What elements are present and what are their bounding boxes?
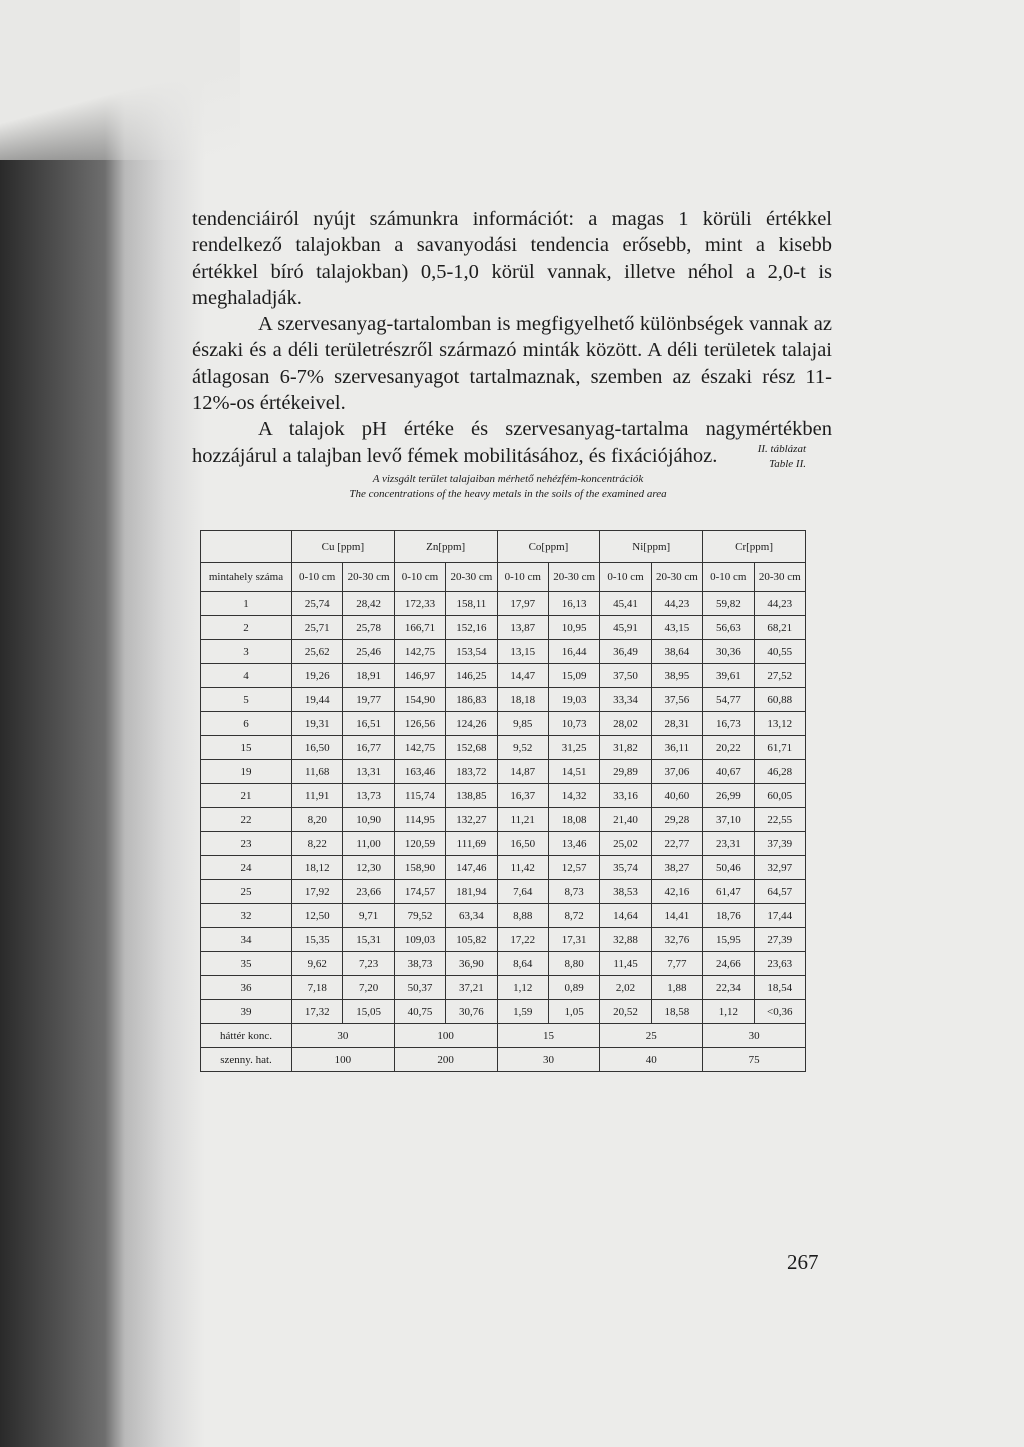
sample-id-cell: 35: [201, 952, 292, 976]
corner-cell: [201, 531, 292, 563]
value-cell: 38,27: [651, 856, 702, 880]
depth-header: 0-10 cm: [600, 563, 651, 592]
value-cell: 120,59: [394, 832, 445, 856]
sample-id-cell: 25: [201, 880, 292, 904]
limit-row: [201, 1048, 806, 1072]
value-cell: 22,34: [703, 976, 754, 1000]
value-cell: 146,97: [394, 664, 445, 688]
value-cell: 54,77: [703, 688, 754, 712]
table-row: [201, 616, 806, 640]
value-cell: 138,85: [446, 784, 497, 808]
value-cell: 24,66: [703, 952, 754, 976]
sample-id-cell: 22: [201, 808, 292, 832]
table-row: [201, 688, 806, 712]
value-cell: 126,56: [394, 712, 445, 736]
value-cell: 33,34: [600, 688, 651, 712]
value-cell: 27,39: [754, 928, 805, 952]
value-cell: 14,64: [600, 904, 651, 928]
value-cell: 13,12: [754, 712, 805, 736]
background-row: [201, 1024, 806, 1048]
sample-id-cell: 2: [201, 616, 292, 640]
value-cell: 17,32: [292, 1000, 343, 1024]
value-cell: 172,33: [394, 592, 445, 616]
value-cell: 18,58: [651, 1000, 702, 1024]
table-row: [201, 832, 806, 856]
value-cell: 11,42: [497, 856, 548, 880]
value-cell: 17,97: [497, 592, 548, 616]
depth-header: 0-10 cm: [703, 563, 754, 592]
value-cell: 11,00: [343, 832, 394, 856]
value-cell: 16,73: [703, 712, 754, 736]
value-cell: 7,18: [292, 976, 343, 1000]
value-cell: 12,57: [548, 856, 599, 880]
value-cell: 39,61: [703, 664, 754, 688]
value-cell: 16,44: [548, 640, 599, 664]
paragraph-3: A talajok pH értéke és szervesanyag-tartalma nagymértékben hozzájárul a talajban levő fémek mobilitásához, és fixációjához.: [192, 418, 832, 467]
value-cell: 50,37: [394, 976, 445, 1000]
table-row: [201, 976, 806, 1000]
value-cell: 60,05: [754, 784, 805, 808]
value-cell: 44,23: [754, 592, 805, 616]
value-cell: 9,85: [497, 712, 548, 736]
value-cell: 23,63: [754, 952, 805, 976]
value-cell: 25: [600, 1024, 703, 1048]
row-label: háttér konc.: [201, 1024, 292, 1048]
value-cell: 18,76: [703, 904, 754, 928]
value-cell: 37,50: [600, 664, 651, 688]
value-cell: 31,82: [600, 736, 651, 760]
value-cell: 14,87: [497, 760, 548, 784]
value-cell: 19,03: [548, 688, 599, 712]
value-cell: 2,02: [600, 976, 651, 1000]
value-cell: 14,41: [651, 904, 702, 928]
page-number: 267: [787, 1250, 819, 1274]
value-cell: 68,21: [754, 616, 805, 640]
table-row: [201, 928, 806, 952]
value-cell: 13,15: [497, 640, 548, 664]
value-cell: 30,76: [446, 1000, 497, 1024]
value-cell: 8,64: [497, 952, 548, 976]
value-cell: 146,25: [446, 664, 497, 688]
value-cell: 16,13: [548, 592, 599, 616]
value-cell: 15,09: [548, 664, 599, 688]
value-cell: 40: [600, 1048, 703, 1072]
paragraph-2: A szervesanyag-tartalomban is megfigyelhető különbségek vannak az északi és a déli területrészről származó minták között. A déli területek talajai átlagosan 6-7% szervesanyagot tartalmaznak, szemben az északi rész 11-12%-os értékeivel.: [192, 313, 832, 415]
value-cell: 64,57: [754, 880, 805, 904]
value-cell: 8,20: [292, 808, 343, 832]
sample-id-cell: 34: [201, 928, 292, 952]
value-cell: 8,22: [292, 832, 343, 856]
value-cell: 17,22: [497, 928, 548, 952]
value-cell: 158,11: [446, 592, 497, 616]
value-cell: 11,45: [600, 952, 651, 976]
value-cell: 166,71: [394, 616, 445, 640]
value-cell: 40,55: [754, 640, 805, 664]
sample-id-cell: 19: [201, 760, 292, 784]
value-cell: 36,90: [446, 952, 497, 976]
value-cell: 200: [394, 1048, 497, 1072]
value-cell: 36,49: [600, 640, 651, 664]
value-cell: 19,26: [292, 664, 343, 688]
value-cell: 19,31: [292, 712, 343, 736]
value-cell: 61,47: [703, 880, 754, 904]
table-row: [201, 856, 806, 880]
value-cell: 18,91: [343, 664, 394, 688]
header-ni: Ni[ppm]: [600, 531, 703, 563]
value-cell: 142,75: [394, 640, 445, 664]
value-cell: 38,95: [651, 664, 702, 688]
value-cell: 16,51: [343, 712, 394, 736]
value-cell: 20,52: [600, 1000, 651, 1024]
value-cell: 28,31: [651, 712, 702, 736]
value-cell: 37,21: [446, 976, 497, 1000]
value-cell: 40,60: [651, 784, 702, 808]
value-cell: 186,83: [446, 688, 497, 712]
value-cell: 42,16: [651, 880, 702, 904]
value-cell: 142,75: [394, 736, 445, 760]
value-cell: <0,36: [754, 1000, 805, 1024]
depth-header: 20-30 cm: [754, 563, 805, 592]
value-cell: 18,18: [497, 688, 548, 712]
value-cell: 23,31: [703, 832, 754, 856]
value-cell: 18,08: [548, 808, 599, 832]
value-cell: 28,42: [343, 592, 394, 616]
value-cell: 11,68: [292, 760, 343, 784]
sample-id-cell: 15: [201, 736, 292, 760]
value-cell: 183,72: [446, 760, 497, 784]
value-cell: 8,88: [497, 904, 548, 928]
value-cell: 37,56: [651, 688, 702, 712]
value-cell: 100: [394, 1024, 497, 1048]
value-cell: 43,15: [651, 616, 702, 640]
depth-header-row: [201, 563, 806, 592]
sample-id-cell: 5: [201, 688, 292, 712]
paragraph-1: tendenciáiról nyújt számunkra információt: a magas 1 körüli értékkel rendelkező talajokban a savanyodási tendencia erősebb, mint a kisebb értékkel bíró talajokban) 0,5-1,0 körül vannak, illetve néhol a 2,0-t is meghaladják.: [192, 208, 832, 309]
value-cell: 75: [703, 1048, 806, 1072]
value-cell: 14,47: [497, 664, 548, 688]
row-header-label: mintahely száma: [201, 563, 292, 592]
value-cell: 31,25: [548, 736, 599, 760]
value-cell: 30,36: [703, 640, 754, 664]
value-cell: 79,52: [394, 904, 445, 928]
value-cell: 16,37: [497, 784, 548, 808]
value-cell: 60,88: [754, 688, 805, 712]
depth-header: 0-10 cm: [394, 563, 445, 592]
value-cell: 14,32: [548, 784, 599, 808]
value-cell: 10,95: [548, 616, 599, 640]
value-cell: 33,16: [600, 784, 651, 808]
table-row: [201, 904, 806, 928]
value-cell: 29,28: [651, 808, 702, 832]
value-cell: 32,88: [600, 928, 651, 952]
sample-id-cell: 32: [201, 904, 292, 928]
table-row: [201, 592, 806, 616]
value-cell: 25,46: [343, 640, 394, 664]
value-cell: 18,54: [754, 976, 805, 1000]
caption-hu: A vizsgált terület talajaiban mérhető nehézfém-koncentrációk: [372, 473, 644, 485]
value-cell: 1,88: [651, 976, 702, 1000]
value-cell: 19,44: [292, 688, 343, 712]
table-row: [201, 880, 806, 904]
value-cell: 11,21: [497, 808, 548, 832]
row-label: szenny. hat.: [201, 1048, 292, 1072]
table-row: [201, 640, 806, 664]
value-cell: 7,77: [651, 952, 702, 976]
value-cell: 153,54: [446, 640, 497, 664]
value-cell: 1,05: [548, 1000, 599, 1024]
value-cell: 9,52: [497, 736, 548, 760]
value-cell: 13,46: [548, 832, 599, 856]
value-cell: 147,46: [446, 856, 497, 880]
value-cell: 11,91: [292, 784, 343, 808]
value-cell: 22,55: [754, 808, 805, 832]
value-cell: 17,44: [754, 904, 805, 928]
value-cell: 22,77: [651, 832, 702, 856]
value-cell: 7,64: [497, 880, 548, 904]
value-cell: 30: [292, 1024, 395, 1048]
value-cell: 111,69: [446, 832, 497, 856]
value-cell: 9,62: [292, 952, 343, 976]
table-row: [201, 808, 806, 832]
table-row: [201, 712, 806, 736]
value-cell: 109,03: [394, 928, 445, 952]
value-cell: 100: [292, 1048, 395, 1072]
value-cell: 37,10: [703, 808, 754, 832]
value-cell: 32,76: [651, 928, 702, 952]
table-row: [201, 952, 806, 976]
value-cell: 45,91: [600, 616, 651, 640]
value-cell: 63,34: [446, 904, 497, 928]
value-cell: 40,67: [703, 760, 754, 784]
value-cell: 40,75: [394, 1000, 445, 1024]
body-text: [192, 206, 832, 469]
depth-header: 20-30 cm: [651, 563, 702, 592]
value-cell: 29,89: [600, 760, 651, 784]
value-cell: 26,99: [703, 784, 754, 808]
sample-id-cell: 23: [201, 832, 292, 856]
value-cell: 9,71: [343, 904, 394, 928]
value-cell: 13,73: [343, 784, 394, 808]
value-cell: 105,82: [446, 928, 497, 952]
value-cell: 7,23: [343, 952, 394, 976]
value-cell: 23,66: [343, 880, 394, 904]
table-row: [201, 1000, 806, 1024]
value-cell: 10,73: [548, 712, 599, 736]
value-cell: 15,05: [343, 1000, 394, 1024]
value-cell: 25,62: [292, 640, 343, 664]
value-cell: 163,46: [394, 760, 445, 784]
value-cell: 152,68: [446, 736, 497, 760]
value-cell: 13,31: [343, 760, 394, 784]
table-row: [201, 736, 806, 760]
heavy-metal-table: [200, 530, 806, 1072]
table-caption: [200, 472, 816, 502]
sample-id-cell: 3: [201, 640, 292, 664]
value-cell: 16,50: [292, 736, 343, 760]
value-cell: 15: [497, 1024, 600, 1048]
depth-header: 0-10 cm: [497, 563, 548, 592]
value-cell: 44,23: [651, 592, 702, 616]
value-cell: 16,50: [497, 832, 548, 856]
value-cell: 8,73: [548, 880, 599, 904]
value-cell: 8,72: [548, 904, 599, 928]
value-cell: 32,97: [754, 856, 805, 880]
table-label-en: Table II.: [769, 458, 806, 470]
value-cell: 37,39: [754, 832, 805, 856]
value-cell: 1,12: [703, 1000, 754, 1024]
value-cell: 56,63: [703, 616, 754, 640]
value-cell: 16,77: [343, 736, 394, 760]
sample-id-cell: 36: [201, 976, 292, 1000]
value-cell: 114,95: [394, 808, 445, 832]
value-cell: 27,52: [754, 664, 805, 688]
header-cu: Cu [ppm]: [292, 531, 395, 563]
sample-id-cell: 1: [201, 592, 292, 616]
value-cell: 17,92: [292, 880, 343, 904]
value-cell: 15,95: [703, 928, 754, 952]
value-cell: 61,71: [754, 736, 805, 760]
value-cell: 38,64: [651, 640, 702, 664]
value-cell: 12,50: [292, 904, 343, 928]
value-cell: 19,77: [343, 688, 394, 712]
value-cell: 8,80: [548, 952, 599, 976]
value-cell: 15,31: [343, 928, 394, 952]
value-cell: 45,41: [600, 592, 651, 616]
table-row: [201, 664, 806, 688]
value-cell: 124,26: [446, 712, 497, 736]
value-cell: 18,12: [292, 856, 343, 880]
table-label: [758, 442, 806, 472]
value-cell: 7,20: [343, 976, 394, 1000]
value-cell: 46,28: [754, 760, 805, 784]
value-cell: 152,16: [446, 616, 497, 640]
table-label-hu: II. táblázat: [757, 443, 806, 455]
value-cell: 181,94: [446, 880, 497, 904]
value-cell: 38,73: [394, 952, 445, 976]
value-cell: 37,06: [651, 760, 702, 784]
value-cell: 25,02: [600, 832, 651, 856]
value-cell: 1,59: [497, 1000, 548, 1024]
value-cell: 1,12: [497, 976, 548, 1000]
depth-header: 0-10 cm: [292, 563, 343, 592]
value-cell: 25,74: [292, 592, 343, 616]
value-cell: 115,74: [394, 784, 445, 808]
value-cell: 25,71: [292, 616, 343, 640]
caption-en: The concentrations of the heavy metals in the soils of the examined area: [349, 488, 667, 500]
value-cell: 50,46: [703, 856, 754, 880]
value-cell: 28,02: [600, 712, 651, 736]
header-zn: Zn[ppm]: [394, 531, 497, 563]
value-cell: 12,30: [343, 856, 394, 880]
table-row: [201, 760, 806, 784]
sample-id-cell: 6: [201, 712, 292, 736]
depth-header: 20-30 cm: [343, 563, 394, 592]
value-cell: 154,90: [394, 688, 445, 712]
sample-id-cell: 39: [201, 1000, 292, 1024]
value-cell: 38,53: [600, 880, 651, 904]
value-cell: 17,31: [548, 928, 599, 952]
value-cell: 30: [497, 1048, 600, 1072]
value-cell: 13,87: [497, 616, 548, 640]
value-cell: 59,82: [703, 592, 754, 616]
value-cell: 21,40: [600, 808, 651, 832]
value-cell: 132,27: [446, 808, 497, 832]
sample-id-cell: 21: [201, 784, 292, 808]
value-cell: 36,11: [651, 736, 702, 760]
value-cell: 20,22: [703, 736, 754, 760]
value-cell: 10,90: [343, 808, 394, 832]
value-cell: 30: [703, 1024, 806, 1048]
value-cell: 174,57: [394, 880, 445, 904]
depth-header: 20-30 cm: [446, 563, 497, 592]
sample-id-cell: 4: [201, 664, 292, 688]
value-cell: 14,51: [548, 760, 599, 784]
value-cell: 158,90: [394, 856, 445, 880]
value-cell: 0,89: [548, 976, 599, 1000]
sample-id-cell: 24: [201, 856, 292, 880]
value-cell: 15,35: [292, 928, 343, 952]
depth-header: 20-30 cm: [548, 563, 599, 592]
value-cell: 25,78: [343, 616, 394, 640]
header-cr: Cr[ppm]: [703, 531, 806, 563]
table-row: [201, 784, 806, 808]
header-co: Co[ppm]: [497, 531, 600, 563]
value-cell: 35,74: [600, 856, 651, 880]
metal-header-row: [201, 531, 806, 563]
